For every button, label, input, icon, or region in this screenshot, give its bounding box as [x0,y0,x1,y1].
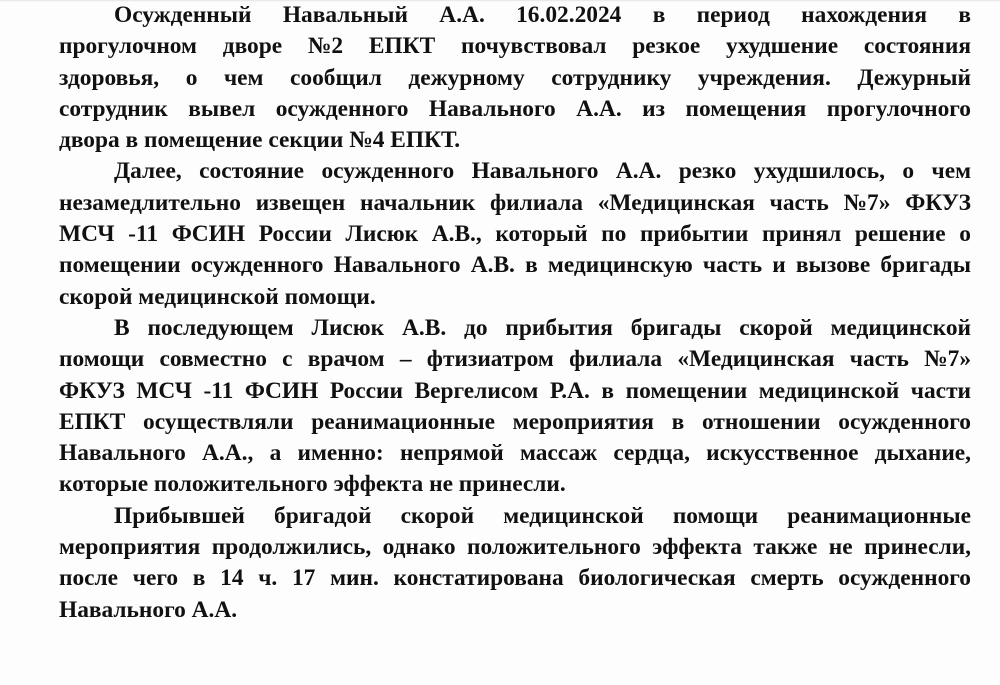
text-line: двора в помещение секции №4 ЕПКТ. [59,127,461,154]
text-line: сотрудник вывел осужденного Навального А.А. из помещения прогулочного [59,95,971,122]
text-line: незамедлительно извещен начальник филиала «Медицинская часть №7» ФКУЗ [59,189,971,216]
document-body [59,0,971,626]
text-line: Осужденный Навальный А.А. 16.02.2024 в период нахождения в [114,2,972,28]
text-line: ФКУЗ МСЧ -11 ФСИН России Вергелисом Р.А. в помещении медицинской части [59,377,972,404]
text-line: после чего в 14 ч. 17 мин. констатирована биологическая смерть осужденного [59,565,971,592]
text-line: Далее, состояние осужденного Навального А.А. резко ухудшилось, о чем [114,158,972,185]
paragraph [59,0,971,156]
text-line: Навального А.А., а именно: непрямой массаж сердца, искусственное дыхание, [59,440,972,467]
text-line: ЕПКТ осуществляли реанимационные мероприятия в отношении осужденного [59,408,971,435]
text-line: Прибывшей бригадой скорой медицинской помощи реанимационные [114,502,971,529]
text-line: помощи совместно с врачом – фтизиатром филиала «Медицинская часть №7» [59,346,972,373]
text-line: В последующем Лисюк А.В. до прибытия бригады скорой медицинской [114,314,971,341]
text-line: мероприятия продолжились, однако положительного эффекта также не принесли, [59,534,972,561]
paragraph [59,313,971,501]
text-line: МСЧ -11 ФСИН России Лисюк А.В., который по прибытии принял решение о [59,221,971,248]
text-line: здоровья, о чем сообщил дежурному сотруднику учреждения. Дежурный [59,64,971,91]
paragraph [59,501,971,626]
text-line: прогулочном дворе №2 ЕПКТ почувствовал резкое ухудшение состояния [59,33,971,60]
text-line: помещении осужденного Навального А.В. в медицинскую часть и вызове бригады [59,252,971,279]
text-line: Навального А.А. [59,596,238,623]
paragraph [59,156,971,312]
text-line: которые положительного эффекта не принесли. [59,471,566,498]
text-line: скорой медицинской помощи. [59,283,376,310]
